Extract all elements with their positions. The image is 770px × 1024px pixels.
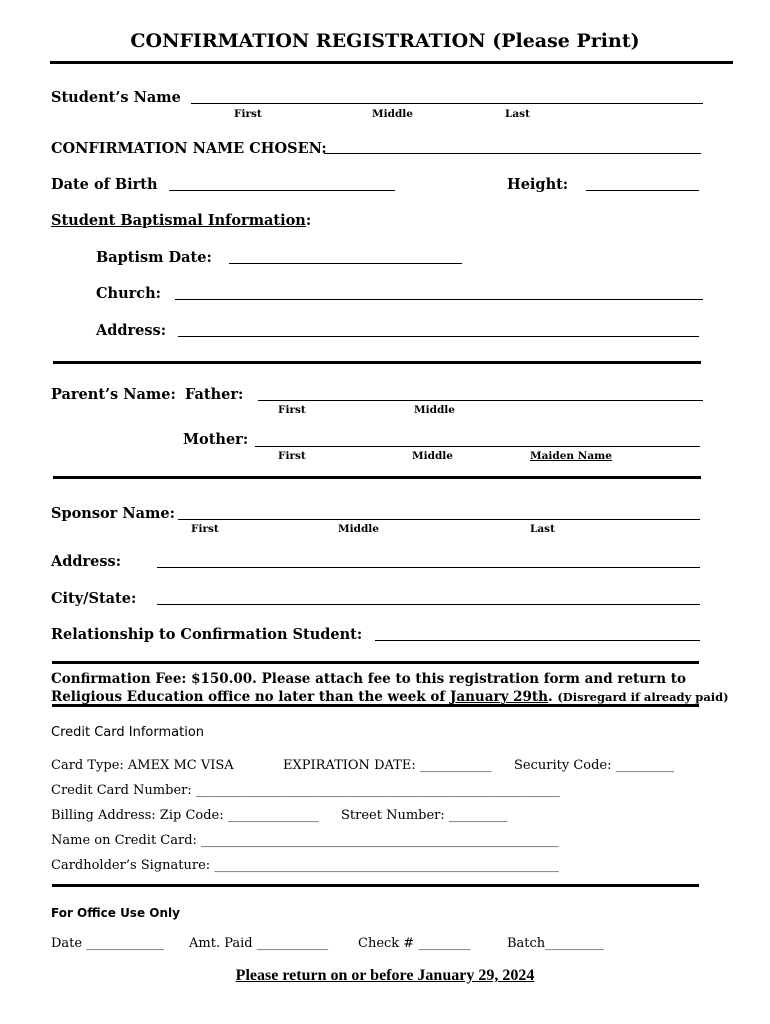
section-divider-5 [52, 884, 699, 887]
office-date-field[interactable]: Date ____________ [51, 936, 165, 951]
mother-maiden-caption: Maiden Name [530, 450, 612, 462]
father-middle-caption: Middle [414, 404, 455, 416]
office-check-field[interactable]: Check # ________ [358, 936, 471, 951]
father-first-caption: First [278, 404, 306, 416]
title-divider [50, 61, 733, 64]
sponsor-last-caption: Last [530, 523, 555, 535]
section-divider-2 [53, 476, 701, 479]
section-divider-3 [52, 661, 699, 664]
sponsor-city-field[interactable] [157, 604, 700, 605]
baptism-heading-text: Student Baptismal Information [51, 212, 306, 229]
height-label: Height: [507, 176, 569, 193]
sponsor-middle-caption: Middle [338, 523, 379, 535]
student-last-caption: Last [505, 108, 530, 120]
student-name-field[interactable] [191, 103, 703, 104]
sponsor-city-label: City/State: [51, 590, 137, 607]
baptism-heading [51, 212, 311, 229]
father-label: Father: [185, 386, 244, 403]
credit-card-heading: Credit Card Information [51, 725, 205, 740]
sponsor-address-field[interactable] [157, 567, 700, 568]
baptism-date-field[interactable] [229, 263, 462, 264]
confirmation-name-field[interactable] [324, 153, 701, 154]
office-use-heading: For Office Use Only [51, 906, 180, 920]
relationship-field[interactable] [375, 640, 700, 641]
relationship-label: Relationship to Confirmation Student: [51, 626, 363, 643]
baptism-heading-colon: : [305, 212, 312, 229]
dob-label: Date of Birth [51, 176, 158, 193]
office-batch-field[interactable]: Batch_________ [507, 936, 604, 951]
section-divider-4 [52, 704, 699, 707]
student-middle-caption: Middle [372, 108, 413, 120]
student-name-label: Student’s Name [51, 89, 181, 106]
church-label: Church: [96, 285, 161, 302]
street-number-field[interactable]: Street Number: _________ [341, 808, 508, 823]
dob-field[interactable] [169, 190, 395, 191]
church-field[interactable] [175, 299, 703, 300]
fee-line-1: Confirmation Fee: $150.00. Please attach fee to this registration form and return to [51, 671, 686, 687]
baptism-address-field[interactable] [178, 336, 699, 337]
fee-line-2 [51, 689, 729, 705]
height-field[interactable] [586, 190, 699, 191]
parents-label: Parent’s Name: [51, 386, 176, 403]
fee-note: (Disregard if already paid) [557, 690, 729, 704]
fee-deadline: January 29th [449, 689, 548, 705]
mother-first-caption: First [278, 450, 306, 462]
return-deadline-footer: Please return on or before January 29, 2024 [235, 967, 535, 984]
sponsor-address-label: Address: [51, 553, 122, 570]
fee-line-2-text: Religious Education office no later than the week of [51, 689, 450, 705]
expiration-field[interactable]: EXPIRATION DATE: ___________ [283, 758, 492, 773]
card-number-field[interactable]: Credit Card Number: ________________________________________________________ [51, 783, 560, 798]
sponsor-name-field[interactable] [178, 519, 700, 520]
student-first-caption: First [234, 108, 262, 120]
sponsor-name-label: Sponsor Name: [51, 505, 175, 522]
baptism-date-label: Baptism Date: [96, 249, 212, 266]
father-name-field[interactable] [258, 400, 703, 401]
mother-name-field[interactable] [255, 446, 700, 447]
confirmation-name-label: CONFIRMATION NAME CHOSEN: [51, 140, 327, 157]
cardholder-signature-field[interactable]: Cardholder’s Signature: _____________________________________________________ [51, 858, 559, 873]
security-code-field[interactable]: Security Code: _________ [514, 758, 675, 773]
mother-label: Mother: [183, 431, 249, 448]
zip-code-field[interactable]: Billing Address: Zip Code: ______________ [51, 808, 319, 823]
section-divider-1 [53, 361, 701, 364]
mother-middle-caption: Middle [412, 450, 453, 462]
baptism-address-label: Address: [96, 322, 167, 339]
fee-line-2-period: . [547, 689, 558, 705]
office-amount-field[interactable]: Amt. Paid ___________ [189, 936, 329, 951]
sponsor-first-caption: First [191, 523, 219, 535]
card-type-field[interactable]: Card Type: AMEX MC VISA [51, 758, 234, 773]
name-on-card-field[interactable]: Name on Credit Card: _______________________________________________________ [51, 833, 559, 848]
page-title: CONFIRMATION REGISTRATION (Please Print) [130, 30, 640, 52]
